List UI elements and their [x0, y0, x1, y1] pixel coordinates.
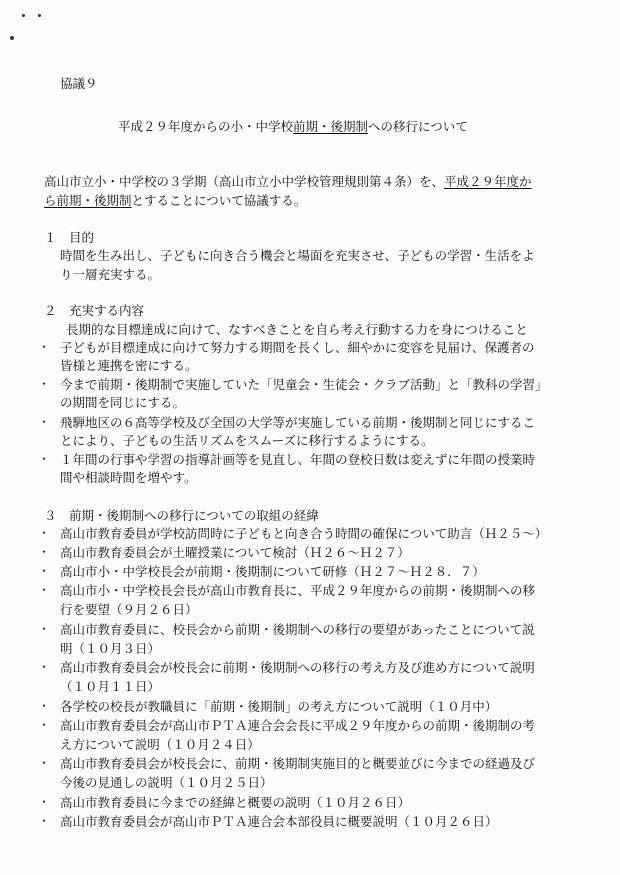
title-post: への移行について	[368, 119, 468, 134]
section-3-line: え方について説明（１０月２４日）	[60, 737, 260, 752]
bullet-mark: ・	[38, 583, 51, 597]
title-underlined: 前期・後期制	[293, 119, 369, 134]
intro-underlined: 平成２９年度か	[444, 174, 532, 189]
section-2-line: の期間を同じにする。	[60, 395, 186, 410]
bullet-mark: ・	[38, 699, 51, 713]
section-2-heading: ２ 充実する内容	[44, 303, 145, 318]
intro-line-1	[44, 172, 532, 190]
bullet-mark: ・	[38, 718, 51, 732]
section-3-line: 各学校の校長が教職員に「前期・後期制」の考え方について説明（１０月中）	[60, 699, 498, 714]
bullet-mark: ・	[38, 795, 51, 809]
section-3-line: （１０月１１日）	[60, 679, 161, 694]
section-3-line: 高山市教育委員会が土曜授業について検討（Ｈ２６～Ｈ２７）	[60, 545, 410, 560]
intro-text: とすることについて協議する。	[131, 193, 307, 208]
bullet-mark: ・	[38, 377, 51, 391]
section-2-line: とにより、子どもの生活リズムをスムーズに移行するようにする。	[60, 433, 434, 448]
section-2-line: 子どもが目標達成に向けて努力する期間を長くし、細やかに変容を見届け、保護者の	[60, 340, 535, 355]
scan-speck	[10, 36, 14, 40]
section-3-line: 高山市教育委員が学校訪問時に子どもと向き合う時間の確保について助言（Ｈ２５～）	[60, 526, 548, 541]
section-3-line: 高山市教育委員会が校長会に前期・後期制への移行の考え方及び進め方について説明	[60, 660, 535, 675]
bullet-mark: ・	[38, 526, 51, 540]
section-3-line: 行を要望（９月２６日）	[60, 602, 198, 617]
section-3-line: 高山市教育委員会が高山市ＰＴＡ連合会会長に平成２９年度からの前期・後期制の考	[60, 718, 536, 733]
section-3-line: 高山市教育委員に今までの経緯と概要の説明（１０月２６日）	[60, 795, 411, 810]
document-title	[118, 117, 468, 135]
document-number: 協議９	[60, 76, 98, 91]
section-2-line: 長期的な目標達成に向けて、なすべきことを自ら考え行動する力を身につけること	[66, 322, 528, 337]
section-3-heading: ３ 前期・後期制への移行についての取組の経緯	[44, 508, 319, 523]
bullet-mark: ・	[38, 660, 51, 674]
section-3-line: 高山市小・中学校長会が前期・後期制について研修（Ｈ２７～Ｈ２８．７）	[60, 564, 485, 579]
section-3-line: 高山市教育委員に、校長会から前期・後期制への移行の要望があったことについて説	[60, 622, 535, 637]
bullet-mark: ・	[38, 564, 51, 578]
section-1-line: り一層充実する。	[60, 267, 161, 282]
section-2-line: 皆様と連携を密にする。	[60, 358, 198, 373]
section-1-heading: １ 目的	[44, 230, 95, 245]
section-3-line: 高山市教育委員会が高山市ＰＴＡ連合会本部役員に概要説明（１０月２６日）	[60, 814, 498, 829]
section-2-line: 今まで前期・後期制で実施していた「児童会・生徒会・クラブ活動」と「教科の学習」	[60, 377, 548, 392]
bullet-mark: ・	[38, 756, 51, 770]
scan-speck	[38, 14, 41, 17]
intro-underlined: ら前期・後期制	[44, 193, 132, 208]
section-2-line: １年間の行事や学習の指導計画等を見直し、年間の登校日数は変えずに年間の授業時	[60, 452, 536, 467]
bullet-mark: ・	[38, 340, 51, 354]
section-2-line: 間や相談時間を増やす。	[60, 470, 197, 485]
bullet-mark: ・	[38, 622, 51, 636]
intro-text: 高山市立小・中学校の３学期（高山市立小中学校管理規則第４条）を、	[44, 174, 445, 189]
bullet-mark: ・	[38, 415, 51, 429]
scan-speck	[22, 14, 25, 17]
section-3-line: 高山市教育委員会が校長会に、前期・後期制実施目的と概要並びに今までの経過及び	[60, 756, 536, 771]
section-3-line: 明（１０月３日）	[60, 641, 161, 656]
intro-line-2	[44, 191, 306, 209]
section-2-line: 飛騨地区の６高等学校及び全国の大学等が実施している前期・後期制と同じにするこ	[60, 415, 536, 430]
title-pre: 平成２９年度からの小・中学校	[118, 119, 294, 134]
section-1-line: 時間を生み出し、子どもに向き合う機会と場面を充実させ、子どもの学習・生活をよ	[60, 248, 535, 263]
bullet-mark: ・	[38, 452, 51, 466]
bullet-mark: ・	[38, 814, 51, 828]
bullet-mark: ・	[38, 545, 51, 559]
section-3-line: 今後の見通しの説明（１０月２５日）	[60, 775, 273, 790]
section-3-line: 高山市小・中学校長会長が高山市教育長に、平成２９年度からの前期・後期制への移	[60, 583, 536, 598]
